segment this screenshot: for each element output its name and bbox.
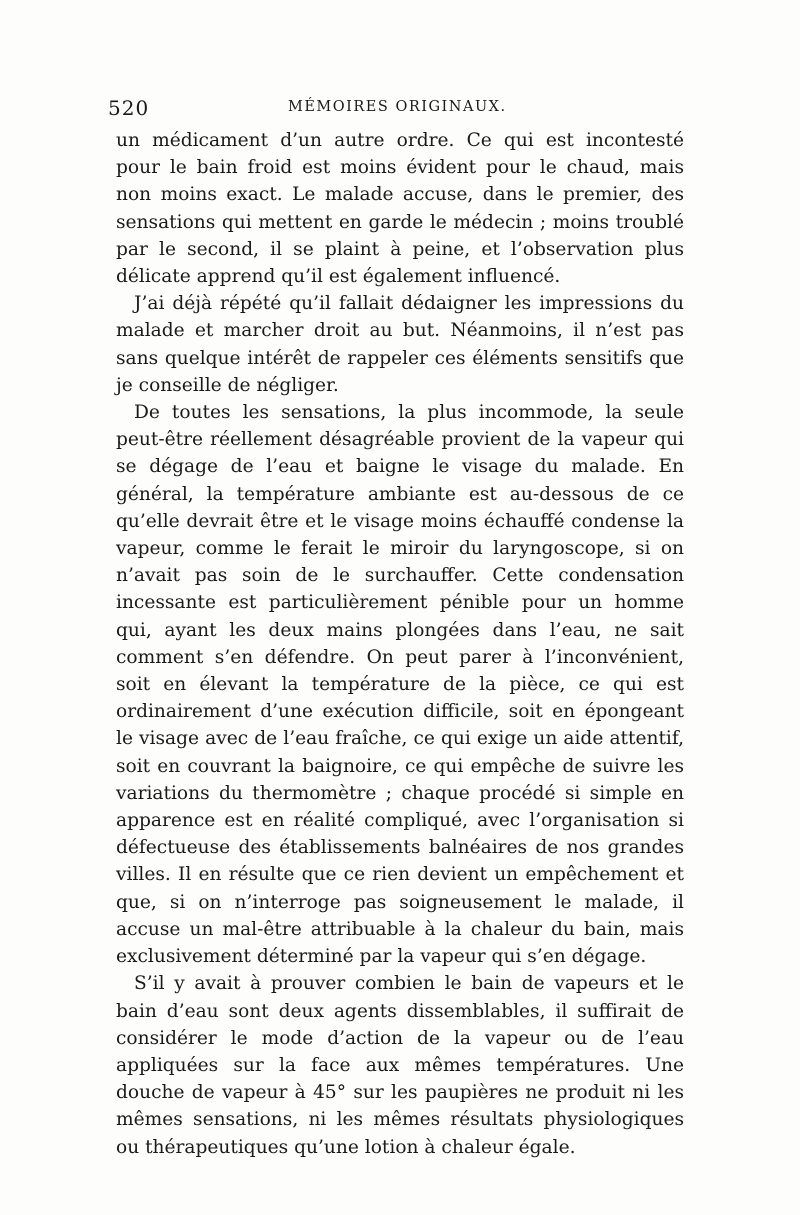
paragraph: S’il y avait à prouver combien le bain de vapeurs et le bain d’eau sont deux agents dissemblables, il suffirait de considérer le mode d’action de la vapeur ou de l’eau appliquées sur la face aux mêmes températures. Une douche de vapeur à 45° sur les paupières ne produit ni les mêmes sensations, ni les mêmes résultats physiologiques ou thérapeutiques qu’une lotion à chaleur égale. — [116, 973, 684, 1158]
body-text — [116, 127, 684, 1161]
running-head — [108, 96, 684, 120]
page-number: 520 — [108, 96, 150, 120]
paragraph: J’ai déjà répété qu’il fallait dédaigner les impressions du malade et marcher droit au but. Néanmoins, il n’est pas sans quelque intérêt de rappeler ces éléments sensitifs que je conseille de négliger. — [116, 293, 684, 396]
paragraph-continued: un médicament d’un autre ordre. Ce qui est incontesté pour le bain froid est moins évident pour le chaud, mais non moins exact. Le malade accuse, dans le premier, des sensations qui mettent en garde le médecin ; moins troublé par le second, il se plaint à peine, et l’observation plus délicate apprend qu’il est également influencé. — [116, 130, 684, 288]
paragraph: De toutes les sensations, la plus incommode, la seule peut-être réellement désagréable provient de la vapeur qui se dégage de l’eau et baigne le visage du malade. En général, la température ambiante est au-dessous de ce qu’elle devrait être et le visage moins échauffé condense la vapeur, comme le ferait le miroir du laryngoscope, si on n’avait pas soin de le surchauffer. Cette condensation incessante est particulièrement pénible pour un homme qui, ayant les deux mains plongées dans l’eau, ne sait comment s’en défendre. On peut parer à l’inconvénient, soit en élevant la température de la pièce, ce qui est ordinairement d’une exécution difficile, soit en épongeant le visage avec de l’eau fraîche, ce qui exige un aide attentif, soit en couvrant la baignoire, ce qui empêche de suivre les variations du thermomètre ; chaque procédé si simple en apparence est en réalité compliqué, avec l’organisation si défectueuse des établissements balnéaires de nos grandes villes. Il en résulte que ce rien devient un empêchement et que, si on n’interroge pas soigneusement le malade, il accuse un mal-être attribuable à la chaleur du bain, mais exclusivement déterminé par la vapeur qui s’en dégage. — [116, 402, 684, 968]
running-title: MÉMOIRES ORIGINAUX. — [288, 99, 507, 115]
